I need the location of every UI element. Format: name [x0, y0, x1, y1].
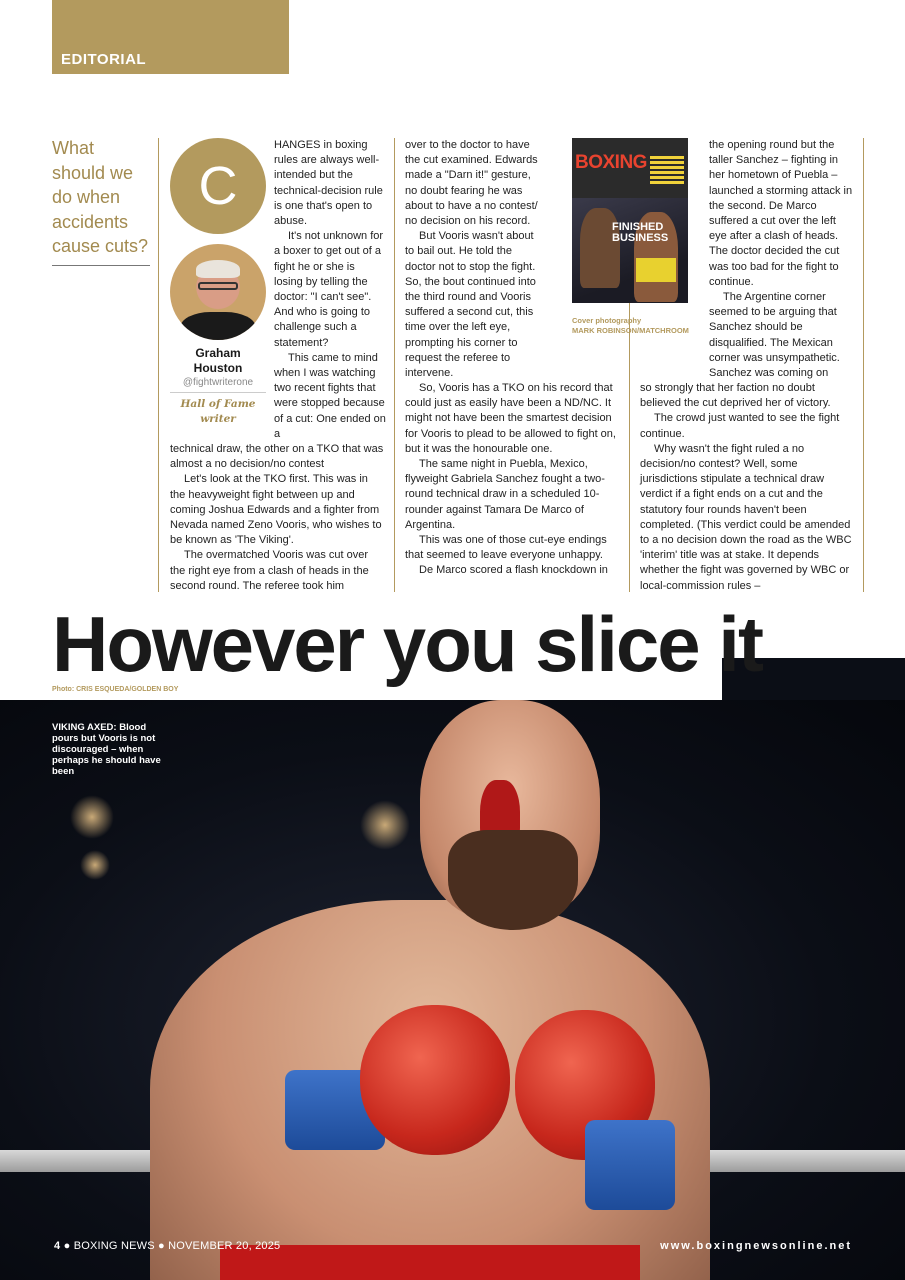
article-paragraph: So, Vooris has a TKO on his record that could just as easily have been a ND/NC. It might not have been the smartest decision for Vooris to plead to be allowed to fight on, but it was the honourable one.	[405, 382, 616, 455]
bullet-icon: ●	[158, 1240, 169, 1252]
page-footer	[54, 1240, 280, 1252]
article-paragraph: so strongly that her faction no doubt believed the cut deprived her of victory.	[640, 382, 831, 410]
column-rule	[158, 138, 159, 592]
pull-quote: What should we do when accidents cause cuts?	[52, 136, 150, 266]
cover-headline: FINISHED	[612, 221, 664, 233]
author-name: Graham Houston	[193, 346, 243, 375]
article-paragraph: Let's look at the TKO first. This was in the heavyweight fight between up and coming Joshua Edwards and a fighter from Nevada named Zeno Vooris, who wishes to be known as 'The Viking'.	[170, 473, 382, 547]
article-paragraph: the opening round but the taller Sanchez – fighting in her hometown of Puebla – launched a storming attack in the second. De Marco suffered a cut over the left eye after a clash of heads. The doctor decided the cut was too bad for the fight to continue.	[709, 139, 853, 288]
cover-masthead: BOXING	[575, 152, 647, 173]
article-column-2a	[405, 138, 545, 381]
cover-credit	[572, 316, 689, 336]
article-headline: However you slice it	[52, 600, 762, 688]
cover-credit-label: Cover photography	[572, 316, 642, 325]
article-paragraph: It's not unknown for a boxer to get out of a fight he or she is losing by telling the doctor: "I can't see". And who is going to challenge such a statement?	[274, 230, 384, 349]
photo-credit: Photo: CRIS ESQUEDA/GOLDEN BOY	[52, 686, 179, 693]
cover-headline: BUSINESS	[612, 232, 669, 244]
section-label: EDITORIAL	[61, 51, 147, 68]
article-paragraph: The same night in Puebla, Mexico, flyweight Gabriela Sanchez fought a two-round technical draw in a scheduled 10-rounder against Tamara De Marco of Argentina.	[405, 458, 605, 531]
article-paragraph: De Marco scored a flash knockdown in	[419, 564, 608, 577]
article-column-3b	[640, 381, 856, 594]
publication-name: BOXING NEWS	[73, 1240, 155, 1252]
article-paragraph: But Vooris wasn't about to bail out. He told the doctor not to stop the fight. So, the bout continued into the third round and Vooris suffered a second cut, this time over the left eye, prompting his corner to request the referee to intervene.	[405, 230, 536, 380]
article-column-1b	[170, 442, 386, 594]
article-paragraph: Why wasn't the fight ruled a no decision/no contest? Well, some jurisdictions stipulate a technical draw verdict if a fight ends on a cut and the statutory four rounds haven't been completed. (This verdict could be amended to a no decision down the road as the WBC 'interim' title was at stake. It depends whether the fight was governed by WBC or local-commission rules –	[640, 442, 852, 592]
issue-date: NOVEMBER 20, 2025	[168, 1240, 281, 1252]
boxer-photo	[0, 700, 905, 1280]
article-paragraph: HANGES in boxing rules are always well-intended but the technical-decision rule is one that's open to abuse.	[274, 139, 383, 228]
article-paragraph: The overmatched Vooris was cut over the right eye from a clash of heads in the second round. The referee took him	[170, 549, 369, 592]
article-column-1a	[274, 138, 386, 442]
article-column-2b	[405, 381, 621, 579]
article-paragraph: This was one of those cut-eye endings that seemed to leave everyone unhappy.	[405, 534, 607, 562]
column-rule	[863, 138, 864, 592]
photo-caption: VIKING AXED: Blood pours but Vooris is not discouraged – when perhaps he should have been	[52, 722, 161, 777]
bullet-icon: ●	[63, 1240, 74, 1252]
magazine-cover-image	[572, 138, 688, 303]
section-tab	[52, 0, 289, 74]
article-column-3a	[709, 138, 855, 381]
column-rule	[394, 138, 395, 592]
article-paragraph: technical draw, the other on a TKO that was almost a no decision/no contest	[170, 443, 384, 471]
author-handle[interactable]: @fightwriterone	[170, 377, 266, 393]
website-link[interactable]: www.boxingnewsonline.net	[660, 1240, 852, 1252]
dropcap: C	[170, 138, 266, 234]
article-paragraph: This came to mind when I was watching two recent fights that were stopped because of a cut: One ended on a	[274, 351, 386, 440]
page-number: 4	[54, 1240, 61, 1252]
author-photo	[170, 244, 266, 340]
cover-credit-name: MARK ROBINSON/MATCHROOM	[572, 326, 689, 335]
article-paragraph: over to the doctor to have the cut examined. Edwards made a "Darn it!" gesture, no doubt fearing he was about to have a no contest/ no decision on his record.	[405, 139, 538, 228]
author-role: Hall of Fame writer	[180, 398, 256, 425]
article-paragraph: The Argentine corner seemed to be arguing that Sanchez should be disqualified. The Mexican corner was unsympathetic. Sanchez was coming on	[709, 291, 840, 380]
article-paragraph: The crowd just wanted to see the fight continue.	[640, 412, 840, 440]
